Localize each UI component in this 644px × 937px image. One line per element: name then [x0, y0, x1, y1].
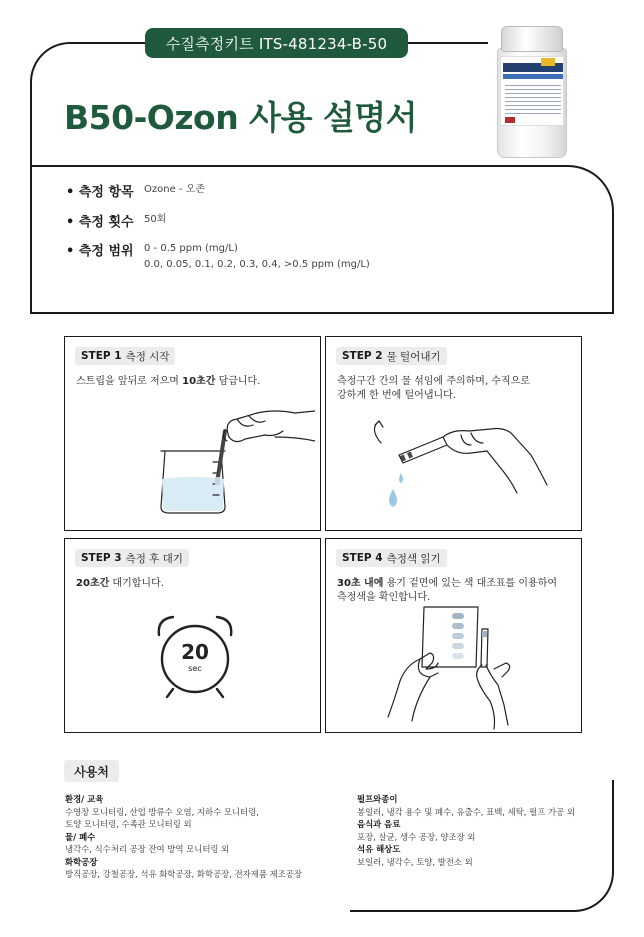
usage-tag: 사용처: [64, 760, 119, 782]
usage-text: 보일러, 냉각수, 토양, 발전소 외: [357, 856, 473, 867]
hand-shake-drops-icon: [361, 415, 571, 525]
info-item: [66, 181, 205, 200]
range-label: • 측정 범위: [66, 240, 144, 259]
usage-heading: 음식과 음료: [357, 819, 401, 829]
product-bottle-icon: [497, 26, 567, 158]
usage-text: 토양 모니터링, 수족관 모니터링 외: [65, 819, 192, 829]
step-title: 측정 후 대기: [125, 552, 183, 565]
item-value: Ozone - 오존: [144, 184, 206, 195]
frame-corner-right: [360, 165, 614, 285]
usage-text: 수영장 모니터링, 산업 방류수 오염, 지하수 모니터링,: [65, 806, 259, 817]
step-number: STEP 1: [81, 350, 122, 362]
step-card-1: [64, 336, 321, 531]
step-tag: [75, 347, 175, 365]
usage-heading: 물/ 폐수: [65, 831, 96, 842]
usage-left-column: [65, 793, 302, 881]
page-title: B50-Ozon 사용 설명서: [64, 98, 418, 137]
step-card-2: [325, 336, 582, 531]
step-description: 30초 내에 용기 겉면에 있는 색 대조표를 이용하여 측정색을 확인합니다.: [337, 578, 558, 603]
step-description: 측정구간 간의 물 섞임에 주의하며, 수직으로 강하게 한 번에 털어냅니다.: [337, 376, 530, 401]
item-label: • 측정 항목: [66, 181, 144, 200]
step-tag: [75, 549, 189, 567]
frame-line: [408, 42, 488, 44]
frame-line: [130, 42, 145, 44]
hand-beaker-icon: [125, 407, 315, 522]
count-label: • 측정 횟수: [66, 211, 144, 230]
usage-heading: 석유 해상도: [357, 844, 401, 854]
step-card-4: [325, 538, 582, 733]
range-value: [144, 240, 370, 273]
usage-text: 봉일러, 냉각 용수 및 폐수, 유출수, 표백, 세탁, 펄프 가공 외: [357, 806, 575, 817]
step-title: 물 털어내기: [386, 350, 441, 363]
usage-heading: 펄프와종이: [357, 794, 398, 804]
usage-right-column: [357, 793, 575, 868]
frame-line: [30, 165, 32, 314]
usage-text: 포장, 살균, 생수 공장, 양조장 외: [357, 831, 476, 842]
step-number: STEP 3: [81, 552, 122, 564]
step-card-3: [64, 538, 321, 733]
step-title: 측정색 읽기: [386, 552, 441, 565]
step-number: STEP 4: [342, 552, 383, 564]
usage-text: 방직공장, 강철공장, 석유 화학공장, 화학공장, 전자제품 제조공장: [65, 869, 302, 879]
frame-line: [612, 285, 614, 314]
step-tag: [336, 549, 447, 567]
step-tag: [336, 347, 447, 365]
step-description: 20초간 대기합니다.: [76, 578, 164, 589]
divider: [30, 165, 360, 167]
color-chart-hands-icon: [386, 605, 546, 731]
range-value-line: 0.0, 0.05, 0.1, 0.2, 0.3, 0.4, >0.5 ppm (mg/L): [144, 259, 370, 270]
usage-heading: 화학공장: [65, 856, 98, 867]
count-value: 50회: [144, 214, 167, 225]
info-count: [66, 211, 166, 230]
usage-text: 냉각수, 식수처리 공장 잔여 방역 모니터링 외: [65, 844, 230, 854]
info-range: [66, 240, 370, 273]
step-title: 측정 시작: [125, 350, 170, 363]
timer-value: 20: [181, 640, 209, 664]
step-description: 스트립을 앞뒤로 저으며 10초간 담급니다.: [76, 376, 261, 387]
range-value-line: 0 - 0.5 ppm (mg/L): [144, 243, 238, 254]
divider: [30, 312, 614, 314]
timer-unit: sec: [188, 664, 202, 673]
usage-heading: 환경/ 교육: [65, 794, 104, 804]
kit-badge: 수질측정키트 ITS-481234-B-50: [145, 28, 408, 58]
step-number: STEP 2: [342, 350, 383, 362]
